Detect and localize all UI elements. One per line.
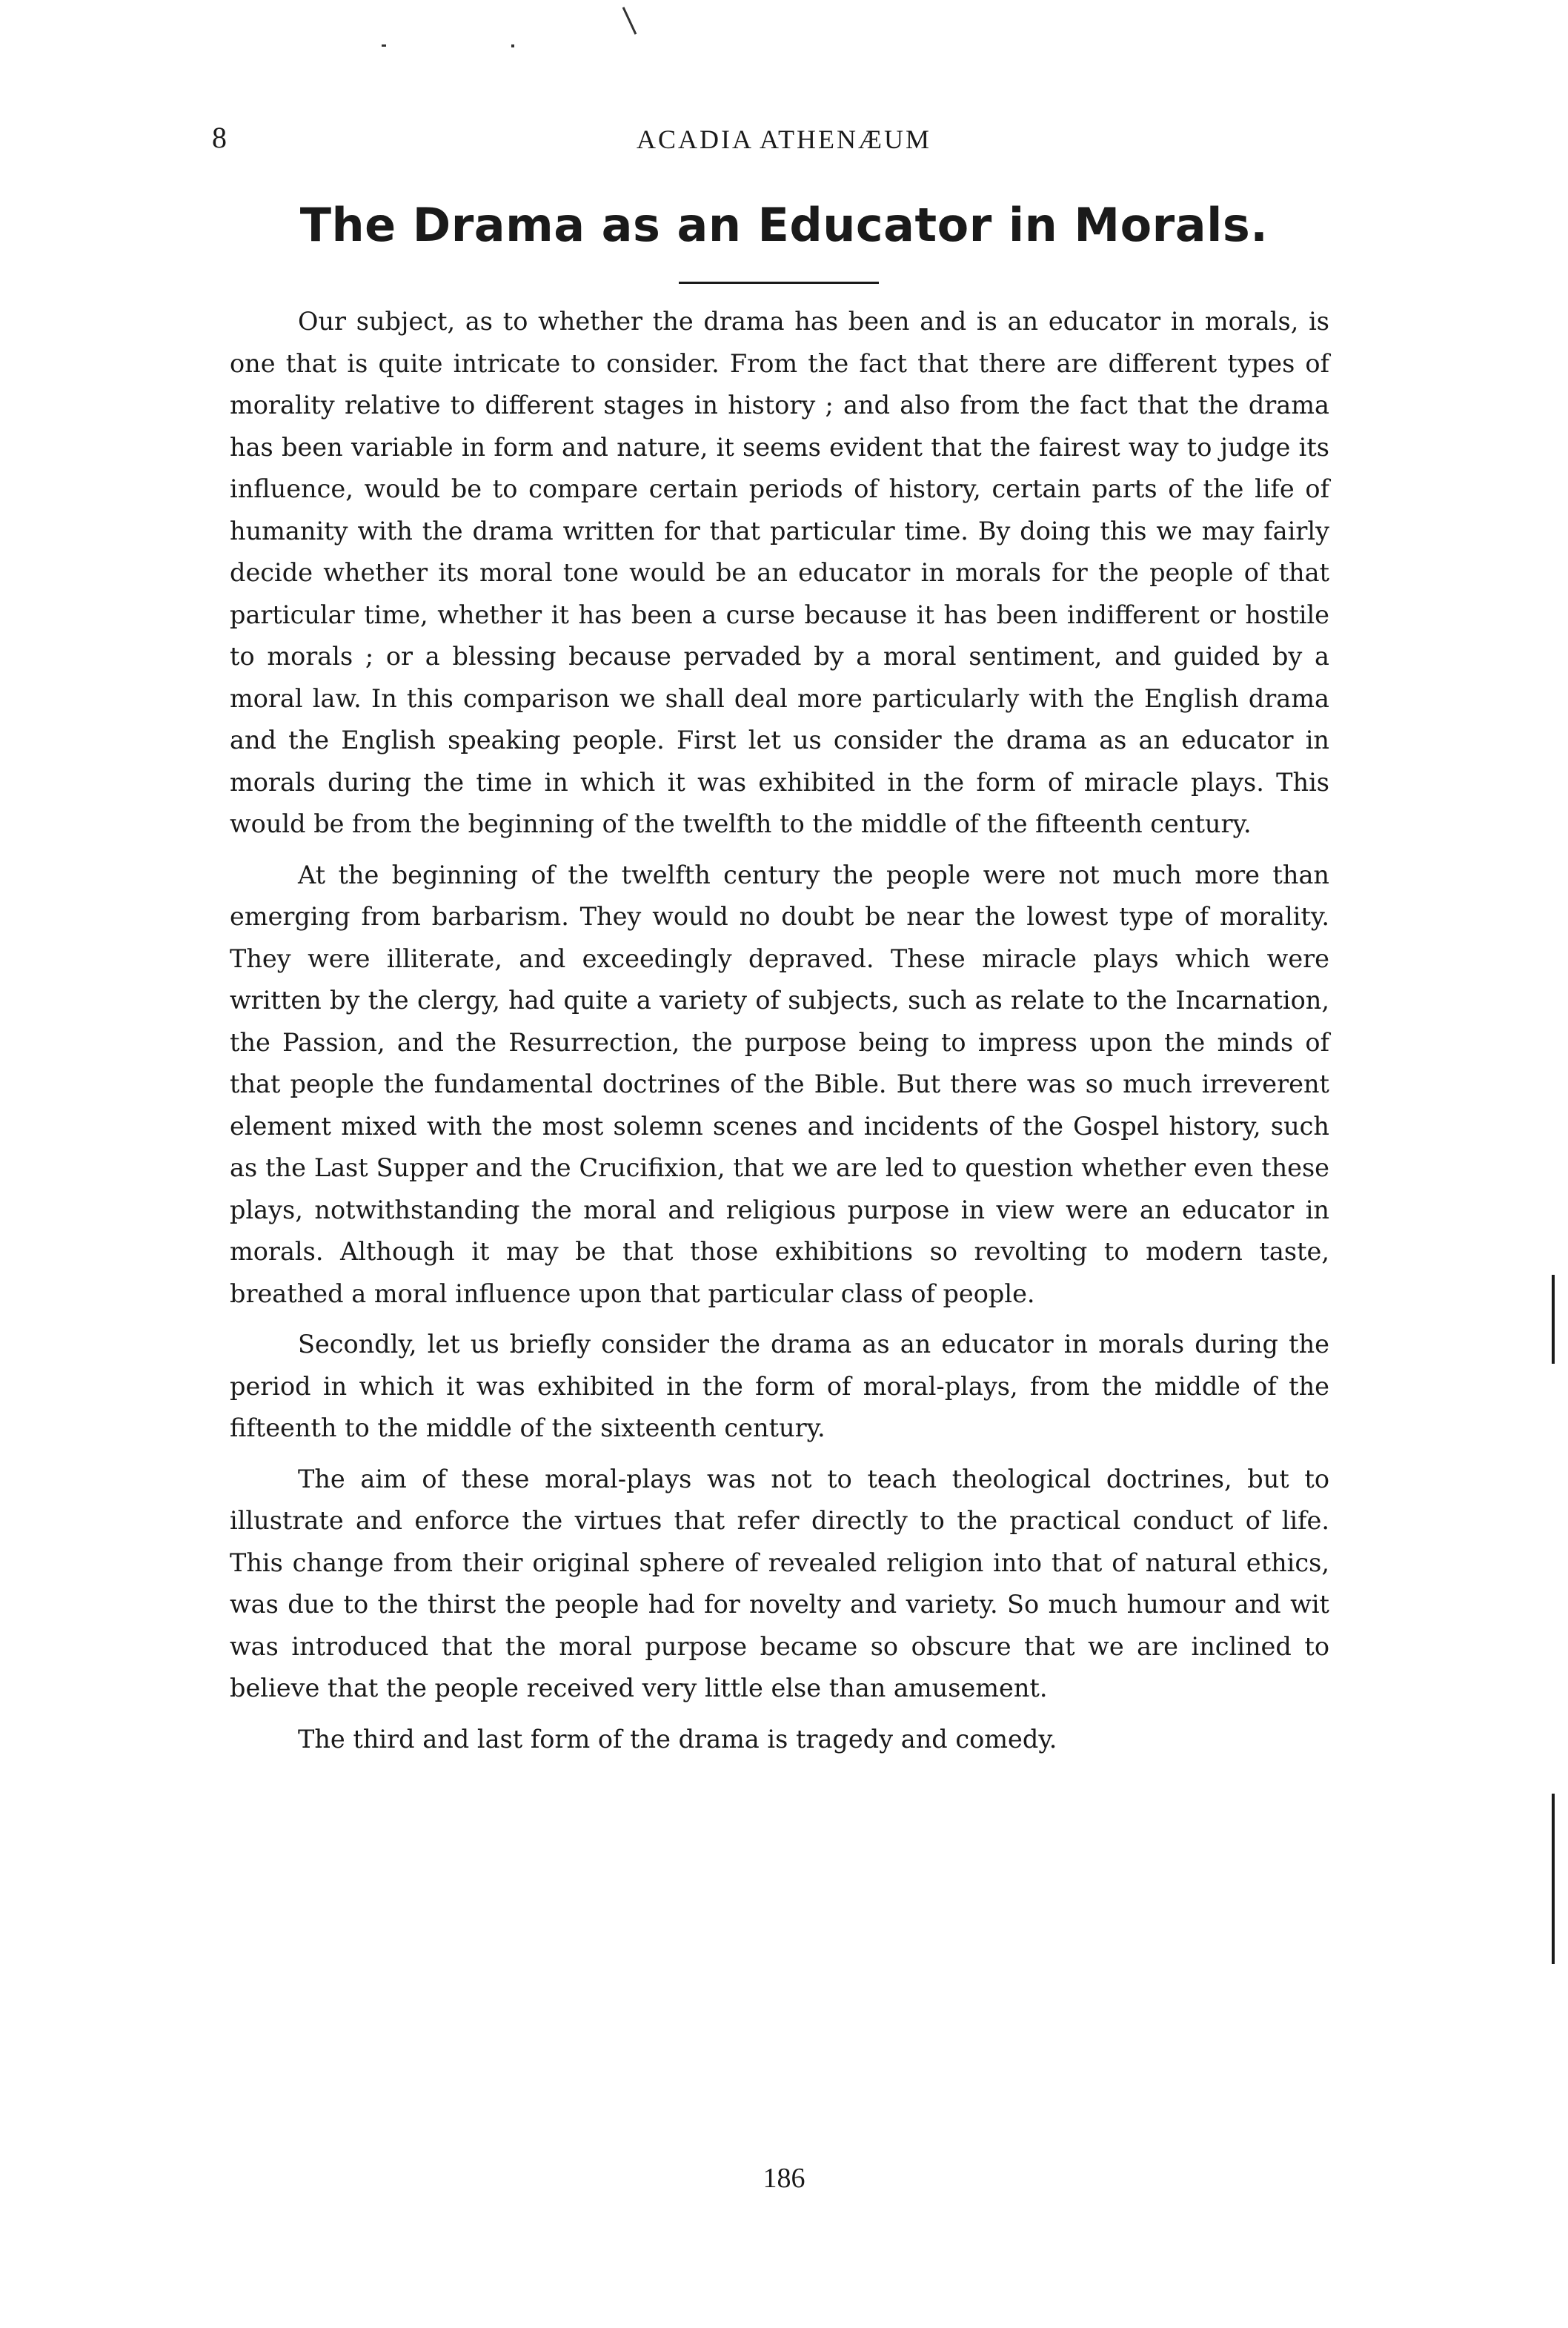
paragraph: Our subject, as to whether the drama has been and is an educator in morals, is one that is quite intricate to consider. From the fact that there are different types of morality relative to different stages in history ; and also from the fact that the drama has been variable in form and nature, it seems evident that the fairest way to judge its influence, would be to compare certain periods of history, certain parts of the life of humanity with the drama written for that particular time. By doing this we may fairly decide whether its moral tone would be an educator in morals for the people of that particular time, whether it has been a curse because it has been indifferent or hostile to morals ; or a blessing because pervaded by a moral sentiment, and guided by a moral law. In this comparison we shall deal more particularly with the English drama and the English speaking people. First let us consider the drama as an educator in morals during the time in which it was exhibited in the form of miracle plays. This would be from the beginning of the twelfth to the middle of the fifteenth century.	[230, 307, 1329, 838]
article-body	[230, 301, 1329, 1769]
scan-speck	[622, 7, 637, 35]
running-head: ACADIA ATHENÆUM	[636, 125, 932, 154]
scan-speck	[511, 44, 514, 47]
paragraph: At the beginning of the twelfth century the people were not much more than emerging from barbarism. They would no doubt be near the lowest type of morality. They were illiterate, and exceedingly depraved. These miracle plays which were written by the clergy, had quite a variety of subjects, such as relate to the Incarnation, the Passion, and the Resurrection, the purpose being to impress upon the minds of that people the fundamental doctrines of the Bible. But there was so much irreverent element mixed with the most solemn scenes and incidents of the Gospel history, such as the Last Supper and the Crucifixion, that we are led to question whether even these plays, notwithstanding the moral and religious purpose in view were an educator in morals. Although it may be that those exhibitions so revolting to modern taste, breathed a moral influence upon that particular class of people.	[230, 860, 1329, 1308]
scan-speck	[382, 44, 386, 47]
article-title: The Drama as an Educator in Morals.	[299, 198, 1269, 252]
title-rule	[679, 282, 879, 284]
paragraph: The third and last form of the drama is tragedy and comedy.	[298, 1724, 1057, 1754]
paragraph: Secondly, let us briefly consider the drama as an educator in morals during the period in which it was exhibited in the form of moral-plays, from the middle of the fifteenth to the middle of the sixteenth century.	[230, 1330, 1329, 1442]
scan-edge-mark	[1552, 1275, 1555, 1364]
folio-number: 186	[763, 2163, 805, 2194]
paragraph: The aim of these moral-plays was not to teach theological doctrines, but to illustrate and enforce the virtues that refer directly to the practical conduct of life. This change from their original sphere of revealed religion into that of natural ethics, was due to the thirst the people had for novelty and variety. So much humour and wit was introduced that the moral purpose became so obscure that we are inclined to believe that the people received very little else than amusement.	[230, 1464, 1329, 1702]
scan-edge-mark	[1552, 1794, 1555, 1964]
page-number: 8	[212, 121, 227, 154]
